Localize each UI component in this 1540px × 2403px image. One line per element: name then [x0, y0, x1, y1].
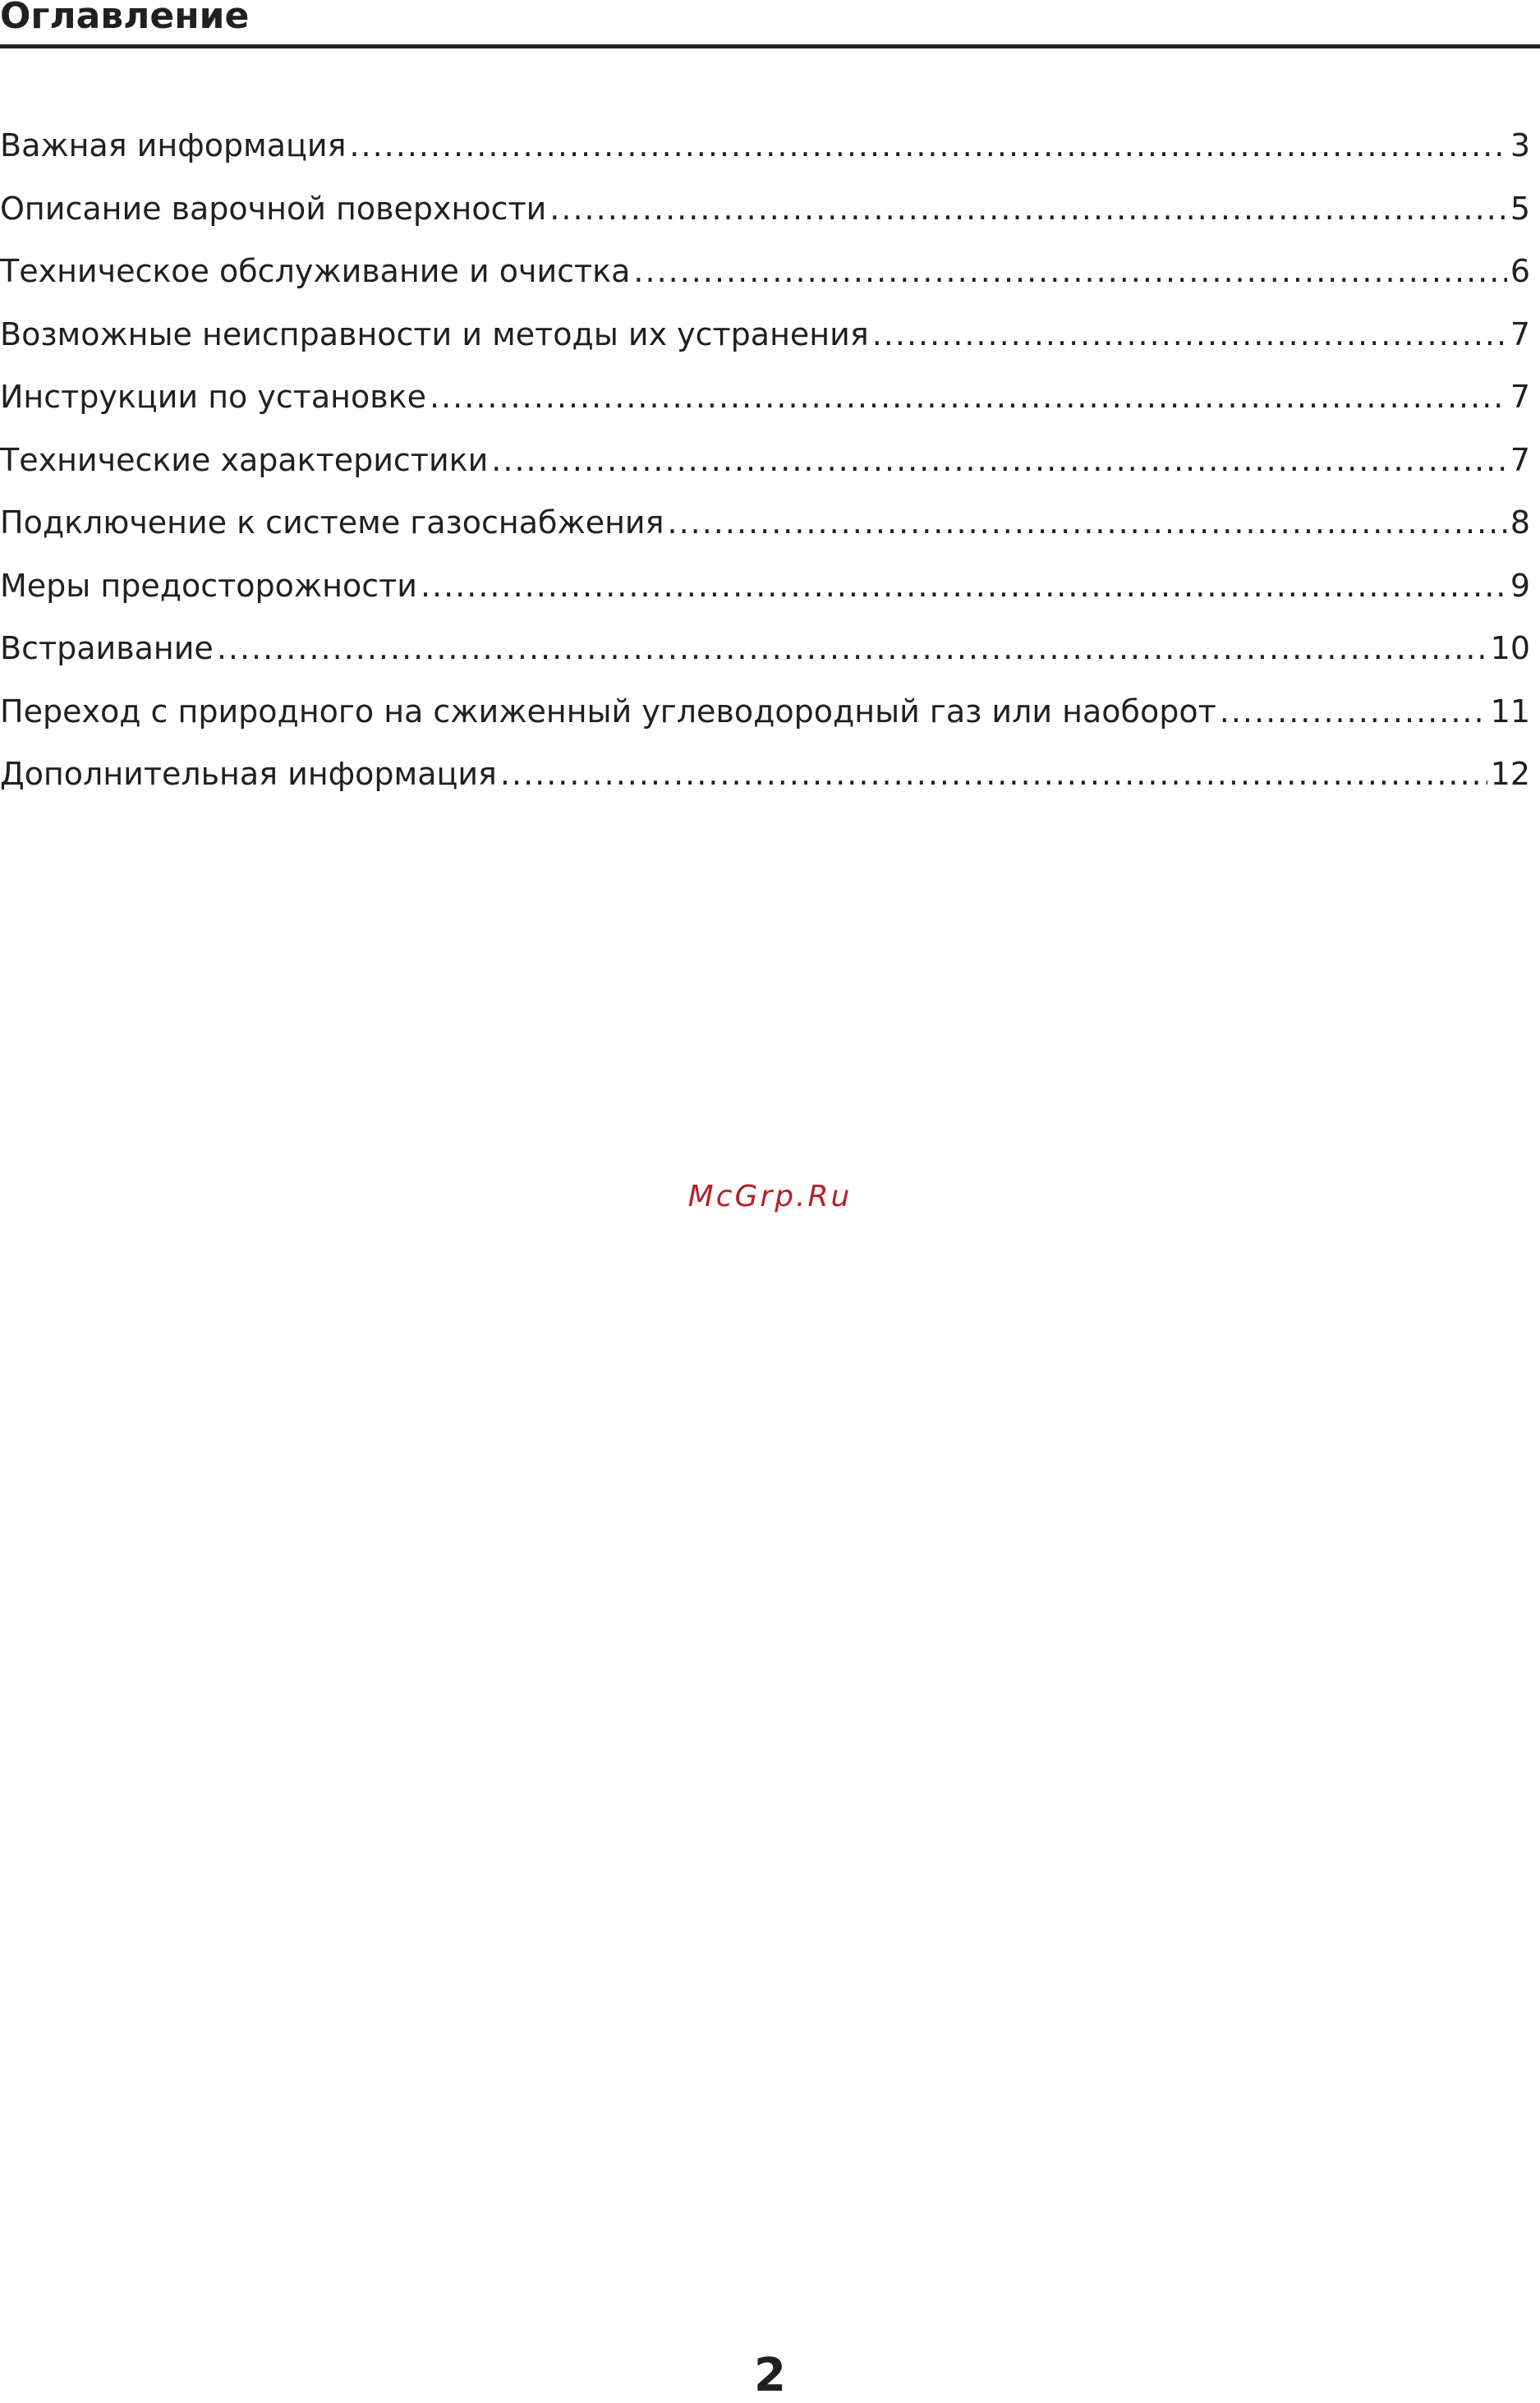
toc-entry[interactable] [0, 565, 1530, 628]
toc-dot-leader [1220, 691, 1487, 732]
toc-dot-leader [421, 565, 1507, 606]
toc-entry[interactable] [0, 691, 1530, 754]
toc-entry[interactable] [0, 188, 1530, 251]
toc-entry-title: Технические характеристики [0, 441, 489, 478]
toc-entry-title: Важная информация [0, 127, 347, 163]
page-title: Оглавление [0, 0, 250, 37]
toc-entry-title: Подключение к системе газоснабжения [0, 504, 664, 541]
toc-entry-page: 11 [1490, 693, 1530, 730]
toc-dot-leader [491, 440, 1507, 481]
title-divider [0, 44, 1540, 48]
toc-entry[interactable] [0, 376, 1530, 440]
toc-entry[interactable] [0, 125, 1530, 188]
toc-entry[interactable] [0, 251, 1530, 314]
toc-entry-page: 9 [1510, 567, 1530, 604]
toc-dot-leader [633, 251, 1506, 292]
toc-entry-title: Встраивание [0, 630, 214, 666]
toc-entry[interactable] [0, 314, 1530, 377]
table-of-contents [0, 125, 1530, 817]
toc-entry[interactable] [0, 502, 1530, 565]
toc-entry-page: 3 [1510, 127, 1530, 163]
toc-entry-page: 6 [1510, 253, 1530, 289]
toc-dot-leader [500, 753, 1487, 794]
toc-entry-page: 7 [1510, 379, 1530, 415]
toc-entry-page: 12 [1490, 756, 1530, 792]
toc-entry[interactable] [0, 628, 1530, 691]
toc-dot-leader [430, 376, 1507, 417]
toc-entry-title: Дополнительная информация [0, 756, 497, 792]
toc-entry-title: Меры предосторожности [0, 567, 417, 604]
toc-entry-page: 10 [1490, 630, 1530, 666]
toc-dot-leader [872, 314, 1507, 355]
toc-entry-title: Описание варочной поверхности [0, 190, 547, 227]
toc-entry-title: Возможные неисправности и методы их устранения [0, 315, 869, 352]
toc-dot-leader [217, 628, 1487, 669]
toc-dot-leader [349, 125, 1506, 166]
toc-entry-title: Инструкции по установке [0, 379, 426, 415]
toc-entry-title: Переход с природного на сжиженный углеводородный газ или наоборот [0, 693, 1216, 730]
toc-dot-leader [667, 502, 1506, 543]
toc-dot-leader [549, 188, 1507, 229]
toc-entry-page: 7 [1510, 315, 1530, 352]
toc-entry[interactable] [0, 753, 1530, 817]
toc-entry[interactable] [0, 440, 1530, 503]
toc-entry-page: 5 [1510, 190, 1530, 227]
toc-entry-page: 7 [1510, 441, 1530, 478]
page-number: 2 [754, 2349, 786, 2402]
watermark: McGrp.Ru [687, 1180, 853, 1213]
toc-entry-title: Техническое обслуживание и очистка [0, 253, 631, 289]
toc-entry-page: 8 [1510, 504, 1530, 541]
